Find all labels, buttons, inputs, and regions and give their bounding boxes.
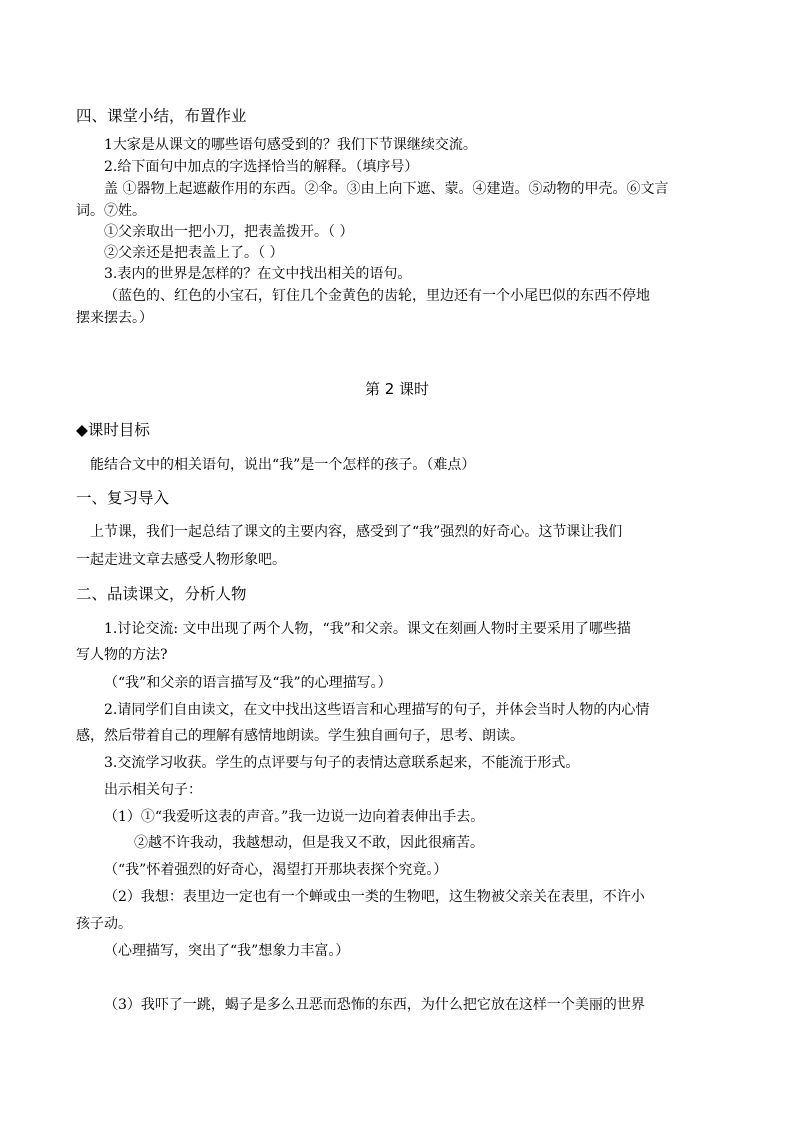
answer-line-2: 摆来摆去。） bbox=[76, 310, 153, 326]
exercise-question-2: ②父亲还是把表盖上了。（ ） bbox=[104, 245, 284, 261]
goal-heading: ◆课时目标 bbox=[76, 421, 150, 439]
goal-text: 能结合文中的相关语句，说出“我”是一个怎样的孩子。（难点） bbox=[90, 457, 476, 473]
analysis-item-3: 3.交流学习收获。学生的点评要与句子的表情达意联系起来，不能流于形式。 bbox=[104, 755, 580, 771]
analysis-item-2-line-2: 感，然后带着自己的理解有感情地朗读。学生独自画句子，思考、朗读。 bbox=[76, 728, 524, 744]
analysis-item-1-line-2: 写人物的方法? bbox=[76, 647, 168, 663]
section-heading-review: 一、复习导入 bbox=[76, 489, 170, 507]
section-heading-analysis: 二、品读课文，分析人物 bbox=[76, 585, 247, 603]
summary-item-3: 3.表内的世界是怎样的？在文中找出相关的语句。 bbox=[104, 266, 412, 282]
review-line-1: 上节课，我们一起总结了课文的主要内容，感受到了“我”强烈的好奇心。这节课让我们 bbox=[90, 524, 623, 540]
sentence-2-note: （心理描写，突出了“我”想象力丰富。） bbox=[104, 943, 350, 959]
sentence-3-line-1: （3）我吓了一跳，蝎子是多么丑恶而恐怖的东西，为什么把它放在这样一个美丽的世界 bbox=[104, 997, 645, 1013]
analysis-item-2-line-1: 2.请同学们自由读文，在文中找出这些语言和心理描写的句子，并体会当时人物的内心情 bbox=[104, 702, 650, 718]
section-heading-summary: 四、课堂小结，布置作业 bbox=[76, 107, 247, 125]
review-line-2: 一起走进文章去感受人物形象吧。 bbox=[76, 552, 286, 568]
sentence-1-b: ②越不许我动，我越想动，但是我又不敢，因此很痛苦。 bbox=[134, 835, 484, 851]
answer-line-1: （蓝色的、红色的小宝石，钉住几个金黄色的齿轮，里边还有一个小尾巴似的东西不停地 bbox=[104, 288, 650, 304]
lesson-title: 第 2 课时 bbox=[364, 380, 430, 398]
definitions-line-2: 词。⑦姓。 bbox=[76, 203, 146, 219]
sentence-2-line-1: （2）我想：表里边一定也有一个蝉或虫一类的生物吧，这生物被父亲关在表里，不许小 bbox=[104, 889, 645, 905]
sentence-1-a: （1）①“我爱听这表的声音。”我一边说一边向着表伸出手去。 bbox=[104, 809, 485, 825]
sentence-1-note: （“我”怀着强烈的好奇心，渴望打开那块表探个究竟。） bbox=[104, 862, 448, 878]
analysis-item-1-answer: （“我”和父亲的语言描写及“我”的心理描写。） bbox=[104, 675, 392, 691]
summary-item-2: 2.给下面句中加点的字选择恰当的解释。（填序号） bbox=[104, 159, 419, 175]
show-sentences-label: 出示相关句子： bbox=[104, 782, 202, 798]
analysis-item-1-line-1: 1.讨论交流: 文中出现了两个人物，“我”和父亲。课文在刻画人物时主要采用了哪些描 bbox=[104, 621, 631, 637]
definitions-line-1: 盖 ①器物上起遮蔽作用的东西。②伞。③由上向下遮、蒙。④建造。⑤动物的甲壳。⑥文言 bbox=[104, 181, 669, 197]
exercise-question-1: ①父亲取出一把小刀，把表盖拨开。（ ） bbox=[104, 224, 354, 240]
sentence-2-line-2: 孩子动。 bbox=[76, 916, 132, 932]
summary-item-1: 1大家是从课文的哪些语句感受到的？我们下节课继续交流。 bbox=[104, 137, 477, 153]
